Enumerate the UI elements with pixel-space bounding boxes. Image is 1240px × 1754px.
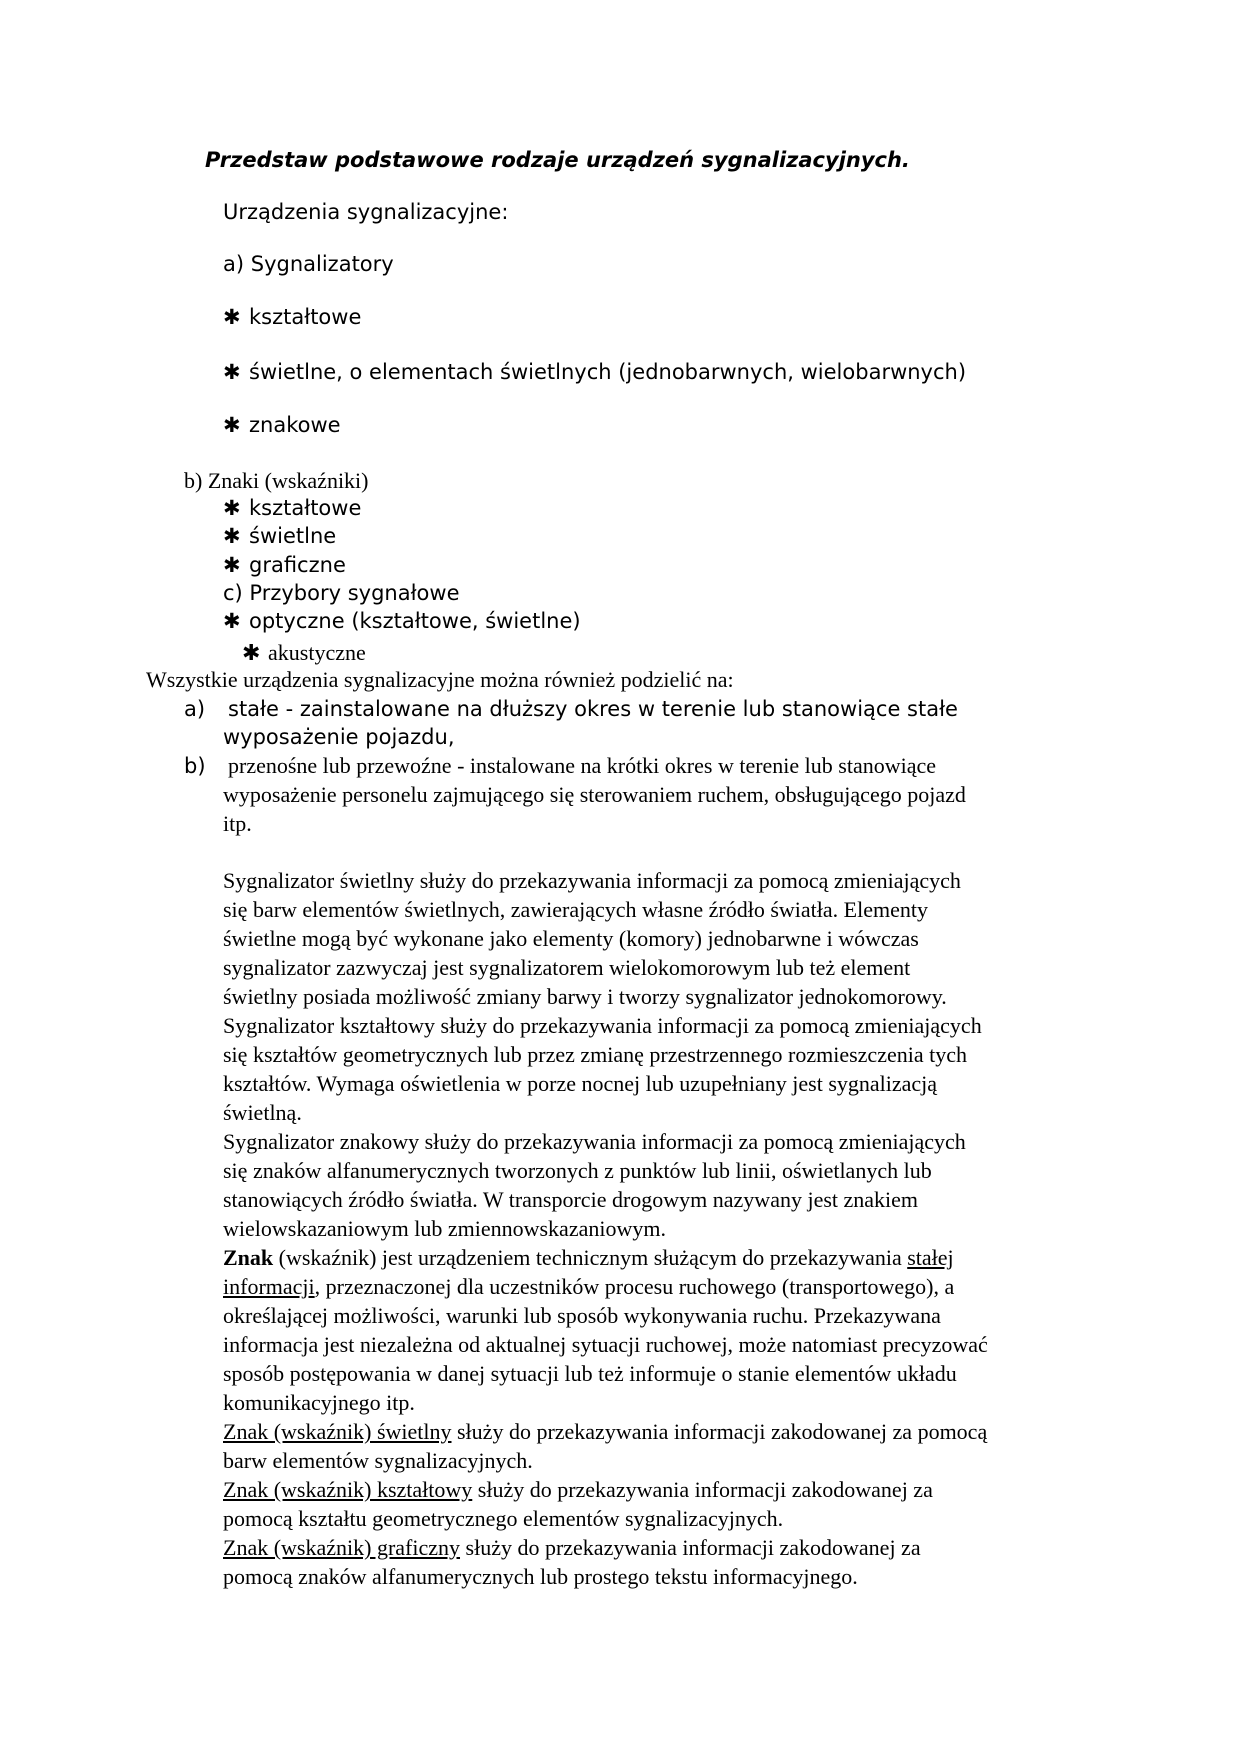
paragraph-line: Sygnalizator kształtowy służy do przekazywania informacji za pomocą zmieniających [223, 1013, 982, 1038]
star-bullet-icon: ✱ [223, 413, 241, 437]
list-item: ✱ świetlne, o elementach świetlnych (jednobarwnych, wielobarwnych) [223, 360, 967, 384]
paragraph-line: się barw elementów świetlnych, zawierających własne źródło światła. Elementy [223, 897, 928, 922]
paragraph-line: stanowiących źródło światła. W transporcie drogowym nazywany jest znakiem [223, 1187, 919, 1212]
underlined-term: Znak (wskaźnik) graficzny [223, 1535, 461, 1560]
underlined-term: Znak (wskaźnik) kształtowy [223, 1477, 473, 1502]
bold-term: Znak [223, 1245, 274, 1270]
list-item-continuation: wyposażenie personelu zajmującego się sterowaniem ruchem, obsługującego pojazd [223, 782, 966, 807]
paragraph-line: komunikacyjnego itp. [223, 1390, 415, 1415]
list-item-continuation: wyposażenie pojazdu, [223, 725, 455, 749]
intro-heading: Urządzenia sygnalizacyjne: [223, 200, 509, 224]
paragraph-line: określającej możliwości, warunki lub sposób wykonywania ruchu. Przekazywana [223, 1303, 941, 1328]
page-title: Przedstaw podstawowe rodzaje urządzeń sygnalizacyjnych. [205, 148, 910, 172]
list-item: ✱ graficzne [223, 553, 346, 577]
list-item: ✱ znakowe [223, 413, 341, 437]
section-c-heading: c) Przybory sygnałowe [223, 581, 460, 605]
star-bullet-icon: ✱ [223, 305, 241, 329]
paragraph-line: pomocą kształtu geometrycznego elementów sygnalizacyjnych. [223, 1506, 784, 1531]
underlined-term: stałej [907, 1245, 954, 1270]
paragraph-line: Sygnalizator świetlny służy do przekazywania informacji za pomocą zmieniających [223, 868, 961, 893]
star-bullet-icon: ✱ [223, 553, 241, 577]
list-item: a) stałe - zainstalowane na dłuższy okres w terenie lub stanowiące stałe [184, 697, 958, 721]
star-bullet-icon: ✱ [223, 360, 241, 384]
paragraph-line: informacja jest niezależna od aktualnej sytuacji ruchowej, może natomiast precyzować [223, 1332, 988, 1357]
star-bullet-icon: ✱ [242, 641, 261, 666]
paragraph-line: Znak (wskaźnik) kształtowy służy do przekazywania informacji zakodowanej za [223, 1477, 933, 1502]
paragraph-line: Znak (wskaźnik) graficzny służy do przekazywania informacji zakodowanej za [223, 1535, 921, 1560]
underlined-term: Znak (wskaźnik) świetlny [223, 1419, 452, 1444]
paragraph-line: kształtów. Wymaga oświetlenia w porze nocnej lub uzupełniany jest sygnalizacją [223, 1071, 938, 1096]
list-marker: a) [184, 697, 206, 721]
paragraph-line: pomocą znaków alfanumerycznych lub prostego tekstu informacyjnego. [223, 1564, 858, 1589]
paragraph-line: barw elementów sygnalizacyjnych. [223, 1448, 533, 1473]
paragraph-line: wielowskazaniowym lub zmiennowskazaniowym. [223, 1216, 666, 1241]
paragraph-line: świetlne mogą być wykonane jako elementy (komory) jednobarwne i wówczas [223, 926, 919, 951]
list-item: ✱ akustyczne [242, 640, 366, 666]
paragraph-line: Znak (wskaźnik) świetlny służy do przekazywania informacji zakodowanej za pomocą [223, 1419, 988, 1444]
section-b-heading: b) Znaki (wskaźniki) [184, 468, 369, 493]
paragraph-line: sposób postępowania w danej sytuacji lub też informuje o stanie elementów układu [223, 1361, 957, 1386]
list-item: ✱ kształtowe [223, 496, 362, 520]
paragraph-line: świetlny posiada możliwość zmiany barwy i tworzy sygnalizator jednokomorowy. [223, 984, 947, 1009]
list-marker: b) [184, 754, 206, 778]
list-item-continuation: itp. [223, 811, 252, 836]
paragraph-line: sygnalizator zazwyczaj jest sygnalizatorem wielokomorowym lub też element [223, 955, 911, 980]
paragraph-line: Sygnalizator znakowy służy do przekazywania informacji za pomocą zmieniających [223, 1129, 966, 1154]
star-bullet-icon: ✱ [223, 524, 241, 548]
paragraph-line: świetlną. [223, 1100, 302, 1125]
star-bullet-icon: ✱ [223, 496, 241, 520]
paragraph-line: się kształtów geometrycznych lub przez zmianę przestrzennego rozmieszczenia tych [223, 1042, 967, 1067]
list-item: b) przenośne lub przewoźne - instalowane na krótki okres w terenie lub stanowiące [184, 751, 936, 781]
division-intro: Wszystkie urządzenia sygnalizacyjne można również podzielić na: [146, 667, 734, 692]
list-item: ✱ kształtowe [223, 305, 362, 329]
section-a-heading: a) Sygnalizatory [223, 252, 394, 276]
list-item: ✱ optyczne (kształtowe, świetlne) [223, 609, 581, 633]
paragraph-line: się znaków alfanumerycznych tworzonych z punktów lub linii, oświetlanych lub [223, 1158, 932, 1183]
list-item: ✱ świetlne [223, 524, 337, 548]
underlined-term: informacji [223, 1274, 315, 1299]
star-bullet-icon: ✱ [223, 609, 241, 633]
paragraph-line: Znak (wskaźnik) jest urządzeniem technicznym służącym do przekazywania stałej [223, 1245, 954, 1270]
paragraph-line: informacji, przeznaczonej dla uczestników procesu ruchowego (transportowego), a [223, 1274, 955, 1299]
